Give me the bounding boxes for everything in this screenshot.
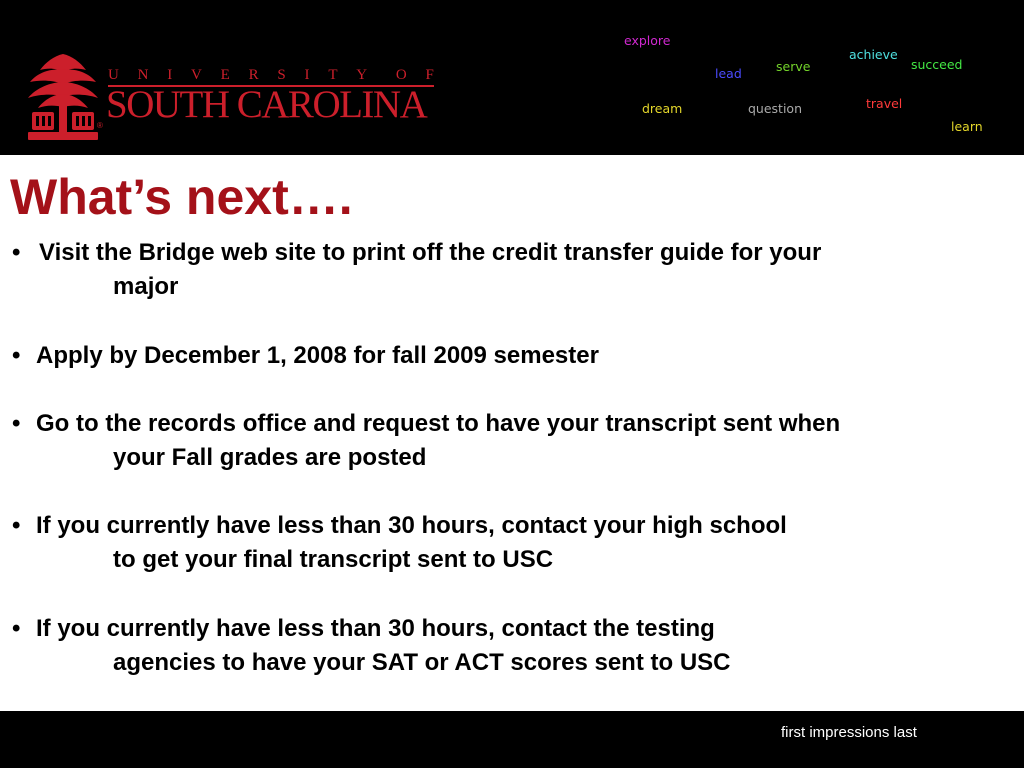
logo-letter: R [248,67,259,83]
word-dream: dream [642,101,683,116]
bullet-text: Go to the records office and request to have your transcript sent when [36,410,841,437]
logo-letter: Y [356,67,368,83]
bullet-dot: • [12,512,21,539]
logo-letter: I [304,67,310,83]
logo-university-of [108,68,434,83]
bullet-dot: • [12,615,21,642]
logo-letter: S [277,67,286,83]
bullet-text: If you currently have less than 30 hours, contact the testing [36,615,715,642]
logo-letter: F [425,67,434,83]
registered-mark: ® [97,121,103,130]
bullet-text: Apply by December 1, 2008 for fall 2009 semester [36,342,599,369]
logo-letter: U [108,67,119,83]
bullet-continuation: major [113,273,179,300]
bullet-continuation: agencies to have your SAT or ACT scores sent to USC [113,649,731,676]
bullet-dot: • [12,239,21,266]
word-serve: serve [776,59,811,74]
logo-letter: I [167,67,173,83]
word-achieve: achieve [849,47,898,62]
slide-title: What’s next…. [10,169,353,225]
bullet-continuation: your Fall grades are posted [113,444,427,471]
bullet-text: If you currently have less than 30 hours, contact your high school [36,512,787,539]
header-band [0,0,1024,155]
logo-south-carolina: SOUTH CAROLINA [106,83,427,126]
logo-letter: O [395,67,407,83]
word-travel: travel [866,96,903,111]
bullet-continuation: to get your final transcript sent to USC [113,546,554,573]
bullet-text: Visit the Bridge web site to print off the credit transfer guide for your [39,239,822,266]
footer-tagline: first impressions last [781,724,917,741]
word-succeed: succeed [911,57,963,72]
word-learn: learn [951,119,983,134]
word-explore: explore [624,33,671,48]
palmetto-logo-icon [24,50,102,142]
logo-letter: V [191,67,202,83]
logo-letter: E [220,67,230,83]
bullet-dot: • [12,410,21,437]
word-question: question [748,101,803,116]
logo-letter: N [137,67,149,83]
word-lead: lead [715,66,742,81]
footer-band [0,711,1024,768]
bullet-dot: • [12,342,21,369]
logo-letter: T [328,67,338,83]
